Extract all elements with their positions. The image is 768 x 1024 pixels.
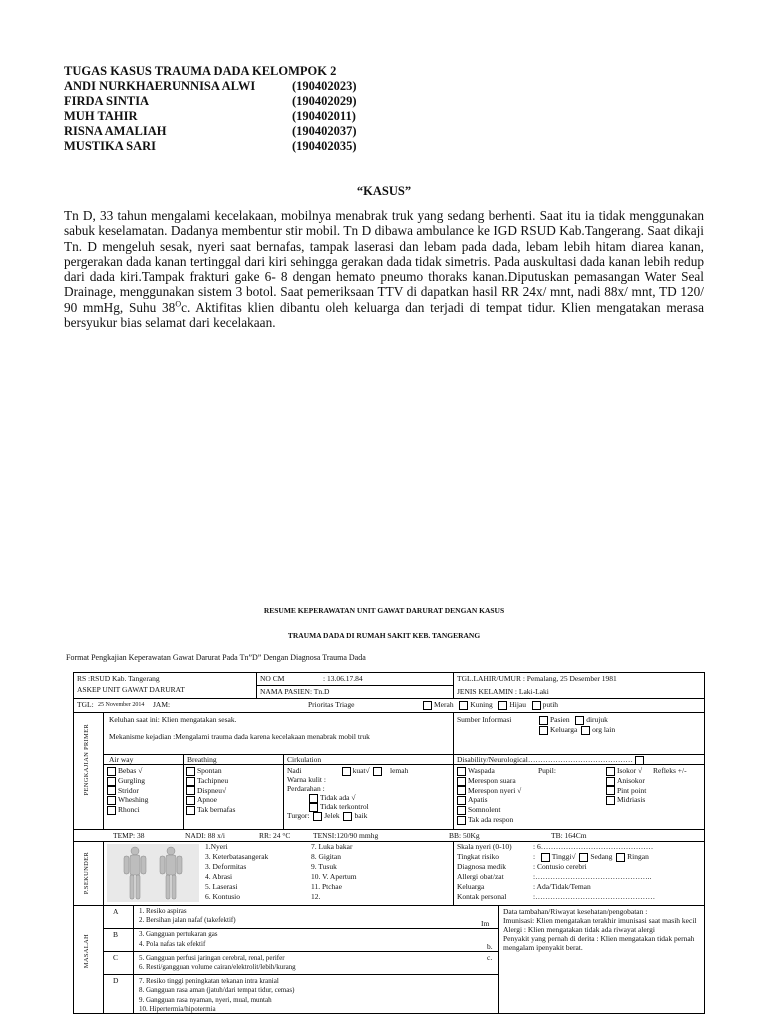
vital-tb: TB: 164Cm (551, 831, 587, 840)
disability-checkbox[interactable] (457, 786, 466, 795)
breathing-checkbox[interactable] (186, 777, 195, 786)
airway-checkbox[interactable] (107, 806, 116, 815)
triage-label: Prioritas Triage (308, 700, 355, 709)
airway-list: Bebas √ Gurgling Stridor Wheshing Rhonci (107, 766, 148, 815)
keluhan-text: Keluhan saat ini: Klien mengatakan sesak. (109, 715, 237, 724)
airway-checkbox[interactable] (107, 777, 116, 786)
group-d-label: D (113, 976, 119, 985)
data-b-marker: b. (487, 942, 493, 951)
vital-nadi: NADI: 88 x/i (185, 831, 225, 840)
triage-options: Merah Kuning Hijau putih (423, 700, 558, 710)
vital-bb: BB: 50Kg (449, 831, 480, 840)
group-a-label: A (113, 907, 119, 916)
body-figure-icon (107, 844, 199, 902)
mekanisme-text: Mekanisme kejadian :Mengalami trauma dada karena kecelakaan menabrak mobil truk (109, 732, 370, 741)
format-caption: Format Pengkajian Keperawatan Gawat Darurat Pada Tn”D” Dengan Diagnosa Trauma Dada (66, 653, 366, 662)
airway-head: Air way (109, 755, 134, 764)
sumber-keluarga-checkbox[interactable] (539, 726, 548, 735)
disability-checkbox[interactable] (457, 806, 466, 815)
disability-checkbox[interactable] (457, 796, 466, 805)
pupil-checkbox[interactable] (606, 786, 615, 795)
sumber-options-2: Keluarga org lain (539, 725, 615, 735)
circ-turgor: Turgor: Jelek baik (287, 811, 368, 820)
circ-perdarahan: Perdarahan : (287, 784, 325, 793)
date-value: 25 November 2014 (98, 702, 145, 708)
disability-checkbox[interactable] (457, 816, 466, 825)
data-c-marker: c. (487, 953, 493, 962)
circ-nadi: Nadi kuat√ lemah (287, 766, 409, 775)
sekunder-labels-right: Skala nyeri (0-10) Tingkat risiko Diagnosa medik Allergi obat/zat Keluarga Kontak personal (457, 842, 512, 901)
group-b-label: B (113, 930, 119, 939)
date-label: TGL: (77, 700, 94, 709)
nadi-lemah-checkbox[interactable] (373, 767, 382, 776)
breathing-head: Breathing (187, 755, 217, 764)
sumber-dirujuk-checkbox[interactable] (575, 716, 584, 725)
no-cm-value: : 13.06.17.84 (323, 674, 363, 683)
vital-rr: RR: 24 °C (259, 831, 291, 840)
pupil-label: Pupil: (538, 766, 556, 775)
member-row: FIRDA SINTIA (190402029) (64, 94, 357, 108)
sumber-org-lain-checkbox[interactable] (581, 726, 590, 735)
sumber-options-1: Pasien dirujuk (539, 715, 608, 725)
triage-putih-checkbox[interactable] (532, 701, 541, 710)
resume-title-2: TRAUMA DADA DI RUMAH SAKIT KEB. TANGERANG (287, 631, 481, 640)
disability-list: Waspada Merespon suara Merespon nyeri √ Apatis Somnolent Tak ada respon (457, 766, 521, 825)
disability-checkbox[interactable] (457, 767, 466, 776)
member-row: ANDI NURKHAERUNNISA ALWI (190402023) (64, 79, 357, 93)
vital-temp: TEMP: 38 (113, 831, 145, 840)
sekunder-list-left: 1.Nyeri 3. Keterbatasangerak 3. Deformitas 4. Abrasi 5. Laserasi 6. Kontusio (205, 842, 269, 901)
data-a-marker: Im (481, 919, 490, 928)
sekunder-values-right: : 6……………………………………… : Tinggi√ Sedang Ringan : Contusio cerebri :……………………………………….. : Ada/Tidak/Teman :………………………………………… (533, 842, 656, 901)
disability-head: Disability/Neurological…………………………………… (457, 755, 646, 765)
jam-label: JAM: (153, 700, 171, 709)
triage-hijau-checkbox[interactable] (498, 701, 507, 710)
assessment-form (73, 672, 705, 1014)
birth-date: TGL.LAHIR/UMUR : Pemalang, 25 Desember 1981 (457, 674, 617, 683)
circ-tidak-ada: Tidak ada √ (309, 793, 356, 803)
turgor-jelek-checkbox[interactable] (313, 812, 322, 821)
triage-kuning-checkbox[interactable] (459, 701, 468, 710)
circ-tidak-terkontrol: Tidak terkontrol (309, 802, 369, 812)
sumber-label: Sumber Informasi (457, 715, 512, 724)
circulation-head: Cirkulation (287, 755, 322, 764)
disability-checkbox[interactable] (457, 777, 466, 786)
pupil-checkbox[interactable] (606, 767, 615, 776)
airway-checkbox[interactable] (107, 767, 116, 776)
triage-merah-checkbox[interactable] (423, 701, 432, 710)
risk-tinggi-checkbox[interactable] (541, 853, 550, 862)
refleks-label: Refleks +/- (653, 766, 687, 775)
breathing-checkbox[interactable] (186, 767, 195, 776)
breathing-checkbox[interactable] (186, 786, 195, 795)
pupil-checkbox[interactable] (606, 796, 615, 805)
masalah-list: 1. Resiko aspiras 2. Bersihan jalan nafaf (takefektif) 3. Gangguan pertukaran gas 4. Pola nafas tak efektif 5. Gangguan perfusi jaringan cerebral, renal, perifer 6. Resti/gangguan volume cairan/elektrolit/lebih/kurang 7. Resiko tinggi peningkatan tekanan intra kranial 8. Gangguan rasa aman (jatuh/dari tempat tidur, cemas) 9. Gangguan rasa nyaman, nyeri, mual, muntah 10. Hipertermia/hipotermia (139, 907, 296, 1013)
member-row: MUH TAHIR (190402011) (64, 109, 356, 123)
patient-name: NAMA PASIEN: Tn.D (260, 687, 330, 696)
breathing-list: Spontan Tachipneu Dispneu√ Apnoe Tak bernafas (186, 766, 235, 815)
assignment-title: TUGAS KASUS TRAUMA DADA KELOMPOK 2 (64, 64, 337, 78)
airway-checkbox[interactable] (107, 796, 116, 805)
circ-warna: Warna kulit : (287, 775, 326, 784)
pupil-checkbox[interactable] (606, 777, 615, 786)
section-primer-label: PENGKAJIAN PRIMER (83, 724, 90, 796)
turgor-baik-checkbox[interactable] (343, 812, 352, 821)
airway-checkbox[interactable] (107, 786, 116, 795)
data-tambahan: Data tambahan/Riwayat kesehatan/pengobatan : Imunisasi: Klien mengatakan terakhir imunisasi saat masih kecil Alergi : Klien mengatakan tidak ada riwayat alergi Penyakit yang pernah di derita : Klien mengatakan tidak pernah mengalam ipenyakit berat. (503, 907, 697, 952)
risk-ringan-checkbox[interactable] (616, 853, 625, 862)
kasus-paragraph: Tn D, 33 tahun mengalami kecelakaan, mobilnya menabrak truk yang sedang berhenti. Saat itu ia tidak menggunakan sabuk keselamatan. Dadanya membentur stir mobil. Tn D dibawa ambulance ke IGD RSUD Kab.Tangerang. Saat dikaji Tn. D mengeluh sesak, nyeri saat bernafas, tampak laserasi dan lebam pada dada, lebam lebih hitam diarea kanan, pergerakan dada kanan tertinggal dari kiri sehingga gerakan dada tidak simetris. Pada auskultasi dada kanan lebih redup dari dada kiri.Tampak frakturi gake 6- 8 dengan hemato pneumo thoraks kanan.Diputuskan pemasangan Water Seal Drainage, menggunakan sistem 3 botol. Saat pemeriksaan TTV di dapatkan hasil RR 24x/ mnt, nadi 88x/ mnt, TD 120/ 90 mmHg, Suhu $38^Oc$. Aktifitas klien dibantu oleh keluarga dan terjadi di tempat tidur. Klien mengatakan merasa bersyukur bias selamat dari kecelakaan. (64, 208, 704, 331)
member-row: RISNA AMALIAH (190402037) (64, 124, 357, 138)
member-row: MUSTIKA SARI (190402035) (64, 139, 357, 153)
resume-title-1: RESUME KEPERAWATAN UNIT GAWAT DARURAT DENGAN KASUS (263, 606, 505, 615)
sumber-pasien-checkbox[interactable] (539, 716, 548, 725)
breathing-checkbox[interactable] (186, 806, 195, 815)
vital-tensi: TENSI:120/90 mmhg (313, 831, 379, 840)
nadi-kuat-checkbox[interactable] (342, 767, 351, 776)
no-cm-label: NO CM (260, 674, 285, 683)
sekunder-list-mid: 7. Luka bakar 8. Gigitan 9. Tusuk 10. V. Apertum 11. Ptchae 12. (311, 842, 357, 901)
kasus-title: “KASUS” (356, 184, 412, 198)
body-diagram (107, 844, 199, 902)
hospital-name: RS :RSUD Kab. Tangerang (77, 674, 160, 683)
pupil-list: Isokor √ Anisokor Pint point Midriasis (606, 766, 646, 805)
risk-sedang-checkbox[interactable] (579, 853, 588, 862)
breathing-checkbox[interactable] (186, 796, 195, 805)
disability-checkbox[interactable] (635, 756, 644, 765)
section-sekunder-label: P.SEKUNDER (83, 852, 90, 895)
section-masalah-label: MASALAH (83, 934, 90, 969)
askep-label: ASKEP UNIT GAWAT DARURAT (77, 685, 185, 694)
group-c-label: C (113, 953, 119, 962)
gender: JENIS KELAMIN : Laki-Laki (457, 687, 549, 696)
group-header (64, 64, 357, 154)
